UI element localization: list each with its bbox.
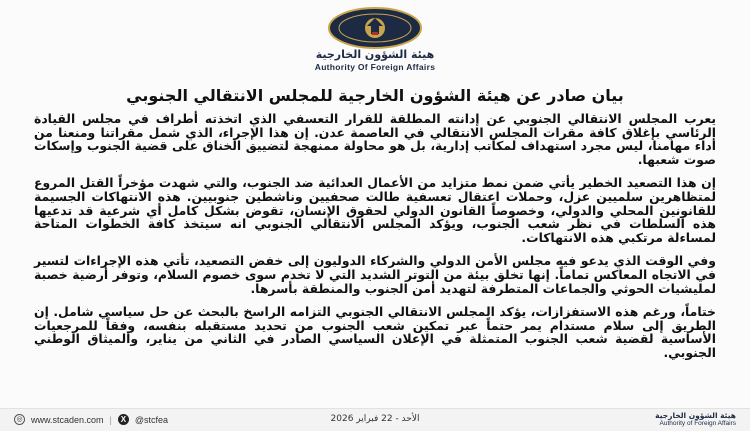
x-social-icon: X [118, 414, 129, 425]
paragraph: إن هذا التصعيد الخطير يأتي ضمن نمط متزايد من الأعمال العدائية ضد الجنوب، والتي شهدت مؤخراً القتل المروع لمتظاهرين سلميين عزل، وحملات اعتقال تعسفية طالت صحفيين وناشطين جنوبيين. هذه الانتهاكات الجسيمة للقانونين المحلي والدولي، وخصوصاً القانون الدولي لحقوق الإنسان، تقوض بشكل كامل أي شرعية قد تدعيها هذه السلطات في نظر شعب الجنوب، ويؤكد المجلس الانتقالي الجنوبي انه سيتخذ كافة الخطوات المتاحة لمساءلة مرتكبي هذه الانتهاكات. [34, 175, 716, 245]
emblem-logo-icon [327, 6, 423, 50]
statement-title: بيان صادر عن هيئة الشؤون الخارجية للمجلس الانتقالي الجنوبي [126, 86, 624, 105]
paragraph: وفي الوقت الذي يدعو فيه مجلس الأمن الدولي والشركاء الدوليون إلى خفض التصعيد، تأتي هذه الإجراءات لتسير في الاتجاه المعاكس تماماً. إنها تخلق بيئة من التوتر الشديد التي لا تخدم سوى خصوم السلام، وتوفر أرضية خصبة لمليشيات الحوثي والجماعات المتطرفة لتهديد أمن الجنوب والمنطقة بأسرها. [34, 253, 716, 296]
footer-org [655, 411, 736, 428]
globe-icon: ◎ [14, 414, 25, 425]
org-name-arabic: هيئة الشؤون الخارجية [315, 48, 435, 61]
page-footer [0, 408, 750, 431]
footer-org-english: Authority of Foreign Affairs [659, 420, 736, 427]
org-name-english: Authority Of Foreign Affairs [314, 62, 436, 72]
footer-separator: | [109, 414, 112, 425]
statement-date: الأحد - 22 فبراير 2026 [330, 414, 420, 424]
letterhead [0, 4, 750, 80]
paragraph: يعرب المجلس الانتقالي الجنوبي عن إدانته المطلقة للقرار التعسفي الذي اتخذته أطراف في مجلس القيادة الرئاسي بإغلاق كافة مقرات المجلس الانتقالي في العاصمة عدن. إن هذا الإجراء، الذي شمل مقراتنا ومنعنا من أداء مهامنا، ليس مجرد استهداف لمكاتب إدارية، بل هو محاولة ممنهجة لتضييق الخناق على قضية الجنوب وإسكات صوت شعبها. [34, 111, 716, 167]
social-handle-link[interactable]: @stcfea [134, 414, 169, 425]
paragraph: ختاماً، ورغم هذه الاستفزازات، يؤكد المجلس الانتقالي الجنوبي التزامه الراسخ بالبحث عن حل سياسي شامل. إن الطريق إلى سلام مستدام يمر حتماً عبر تمكين شعب الجنوب من تحديد مستقبله بنفسه، وفقاً للمرجعيات الأساسية لقضية شعب الجنوب المتمثلة في الإعلان السياسي الصادر في الثاني من يناير، والميثاق الوطني الجنوبي. [34, 304, 716, 360]
statement-body [34, 112, 716, 370]
footer-org-arabic: هيئة الشؤون الخارجية [655, 411, 736, 420]
footer-contacts [14, 414, 168, 425]
website-link[interactable]: www.stcaden.com [31, 414, 104, 425]
